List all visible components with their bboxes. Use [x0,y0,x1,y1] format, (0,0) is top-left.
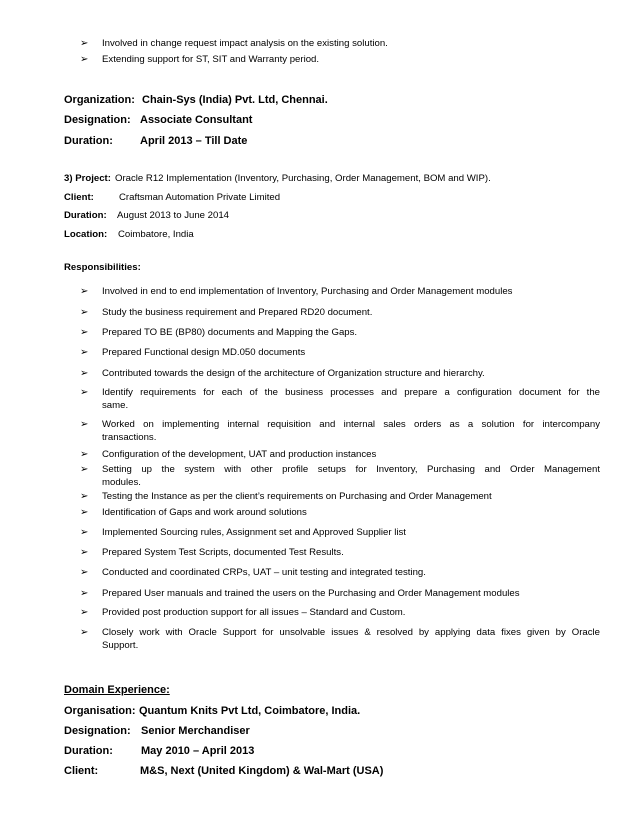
duration-label: Duration: [64,135,113,147]
arrow-bullet-icon: ➢ [80,491,89,502]
arrow-bullet-icon: ➢ [80,567,89,578]
location-value: Coimbatore, India [118,229,194,240]
arrow-bullet-icon: ➢ [80,54,89,65]
organisation-label: Organisation: [64,705,136,717]
arrow-bullet-icon: ➢ [80,449,89,460]
bullet-text: Study the business requirement and Prepared RD20 document. [102,307,373,318]
organization-value: Chain-Sys (India) Pvt. Ltd, Chennai. [142,94,328,106]
organisation-value: Quantum Knits Pvt Ltd, Coimbatore, India. [139,705,361,717]
project-duration-line [64,210,230,221]
client-value: M&S, Next (United Kingdom) & Wal-Mart (USA) [140,765,384,777]
bullet-text: Identification of Gaps and work around solutions [102,507,307,518]
duration-line [64,745,255,757]
organisation-line [64,705,361,717]
organization-label: Organization: [64,94,135,106]
client-line [64,765,384,777]
designation-label: Designation: [64,725,131,737]
duration-line [64,135,248,147]
arrow-bullet-icon: ➢ [80,527,89,538]
bullet-text: Testing the Instance as per the client’s requirements on Purchasing and Order Management [102,491,492,502]
arrow-bullet-icon: ➢ [80,327,89,338]
duration-label: Duration: [64,210,107,221]
designation-line [64,114,253,126]
bullet-text: Closely work with Oracle Support for unsolvable issues & resolved by applying data fixes given by Oracle [102,627,600,638]
arrow-bullet-icon: ➢ [80,286,89,297]
arrow-bullet-icon: ➢ [80,627,89,638]
client-line [64,192,281,203]
designation-line [64,725,250,737]
arrow-bullet-icon: ➢ [80,419,89,430]
arrow-bullet-icon: ➢ [80,547,89,558]
bullet-text: Worked on implementing internal requisition and internal sales orders as a solution for intercompany [102,419,600,430]
project-label: 3) Project: [64,173,111,184]
bullet-text: Prepared System Test Scripts, documented Test Results. [102,547,344,558]
bullet-text: Involved in end to end implementation of Inventory, Purchasing and Order Management modules [102,286,513,297]
location-label: Location: [64,229,108,240]
designation-value: Associate Consultant [140,114,253,126]
bullet-text: Implemented Sourcing rules, Assignment set and Approved Supplier list [102,527,406,538]
responsibilities-heading: Responsibilities: [64,262,141,273]
bullet-text: Involved in change request impact analysis on the existing solution. [102,38,388,49]
project-value: Oracle R12 Implementation (Inventory, Purchasing, Order Management, BOM and WIP). [115,173,491,184]
client-label: Client: [64,192,94,203]
bullet-text: Conducted and coordinated CRPs, UAT – unit testing and integrated testing. [102,567,426,578]
domain-experience-heading: Domain Experience: [64,684,170,696]
bullet-text: same. [102,399,129,411]
arrow-bullet-icon: ➢ [80,307,89,318]
duration-value: May 2010 – April 2013 [141,745,255,757]
bullet-text: Provided post production support for all issues – Standard and Custom. [102,607,406,618]
arrow-bullet-icon: ➢ [80,507,89,518]
designation-value: Senior Merchandiser [141,725,250,737]
arrow-bullet-icon: ➢ [80,464,89,475]
bullet-text: Contributed towards the design of the architecture of Organization structure and hierarchy. [102,368,485,379]
arrow-bullet-icon: ➢ [80,607,89,618]
bullet-text: transactions. [102,431,157,443]
duration-label: Duration: [64,745,113,757]
bullet-text: Setting up the system with other profile setups for Inventory, Purchasing and Order Management [102,464,600,475]
arrow-bullet-icon: ➢ [80,387,89,398]
arrow-bullet-icon: ➢ [80,588,89,599]
bullet-text: Prepared User manuals and trained the users on the Purchasing and Order Management modules [102,588,520,599]
bullet-text: Prepared Functional design MD.050 documents [102,347,306,358]
bullet-text: Extending support for ST, SIT and Warranty period. [102,54,320,65]
bullet-text: Identify requirements for each of the business processes and prepare a configuration document for the [102,387,600,398]
arrow-bullet-icon: ➢ [80,368,89,379]
arrow-bullet-icon: ➢ [80,347,89,358]
project-line [64,173,491,184]
bullet-text: Support. [102,639,139,651]
bullet-text: Configuration of the development, UAT and production instances [102,449,377,460]
arrow-bullet-icon: ➢ [80,38,89,49]
designation-label: Designation: [64,114,131,126]
duration-value: April 2013 – Till Date [140,135,248,147]
client-label: Client: [64,765,99,777]
duration-value: August 2013 to June 2014 [117,210,230,221]
location-line [64,229,194,240]
client-value: Craftsman Automation Private Limited [119,192,281,203]
bullet-text: modules. [102,476,141,488]
bullet-text: Prepared TO BE (BP80) documents and Mapping the Gaps. [102,327,358,338]
organization-line [64,94,328,106]
